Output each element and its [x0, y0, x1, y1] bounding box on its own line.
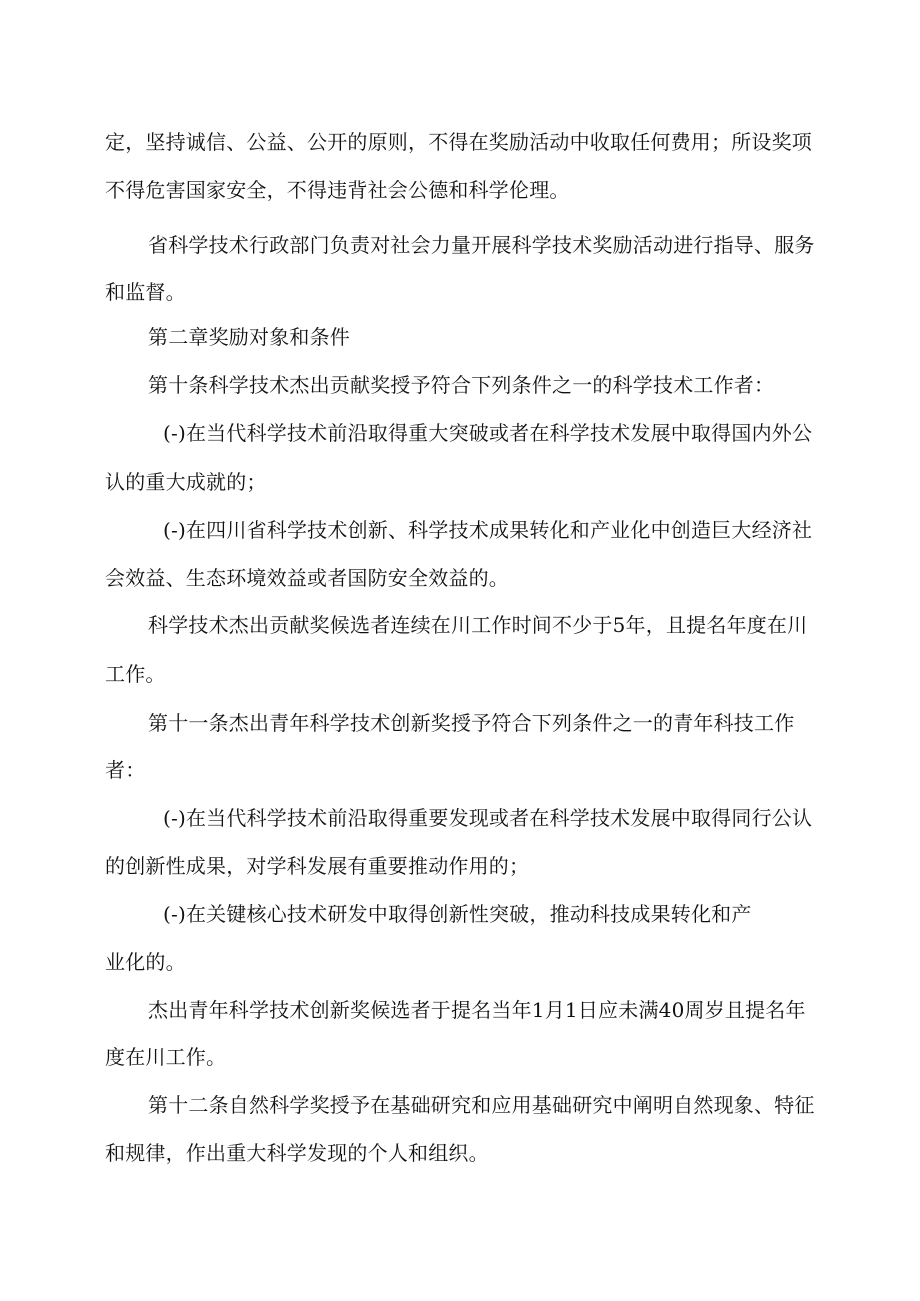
text-line: 第十条科学技术杰出贡献奖授予符合下列条件之一的科学技术工作者： [148, 373, 775, 397]
text-line: 科学技术杰出贡献奖候选者连续在川工作时间不少于5年，且提名年度在川 [148, 613, 808, 637]
text-line: 第十二条自然科学奖授予在基础研究和应用基础研究中阐明自然现象、特征 [148, 1093, 815, 1117]
text-line: 业化的。 [105, 950, 186, 974]
text-line: (-)在当代科学技术前沿取得重要发现或者在科学技术发展中取得同行公认 [163, 806, 813, 830]
text-line: 度在川工作。 [105, 1045, 227, 1069]
text-line: 工作。 [105, 662, 166, 686]
text-line: 会效益、生态环境效益或者国防安全效益的。 [105, 566, 509, 590]
text-line: (-)在四川省科学技术创新、科学技术成果转化和产业化中创造巨大经济社 [163, 518, 813, 542]
text-line: 的创新性成果，对学科发展有重要推动作用的； [105, 854, 530, 878]
text-line: 定，坚持诚信、公益、公开的原则，不得在奖励活动中收取任何费用；所设奖项 [105, 130, 812, 154]
text-line: (-)在关键核心技术研发中取得创新性突破，推动科技成果转化和产 [163, 902, 752, 926]
text-line: (-)在当代科学技术前沿取得重大突破或者在科学技术发展中取得国内外公 [163, 421, 813, 445]
text-line: 认的重大成就的； [105, 470, 267, 494]
text-line: 杰出青年科学技术创新奖候选者于提名当年1月1日应未满40周岁且提名年 [148, 998, 806, 1022]
section-heading: 第二章奖励对象和条件 [148, 325, 350, 349]
text-line: 和监督。 [105, 280, 186, 304]
text-line: 第十一条杰出青年科学技术创新奖授予符合下列条件之一的青年科技工作 [148, 711, 795, 735]
text-line: 不得危害国家安全，不得违背社会公德和科学伦理。 [105, 178, 570, 202]
text-line: 省科学技术行政部门负责对社会力量开展科学技术奖励活动进行指导、服务 [148, 233, 815, 257]
text-line: 者： [105, 758, 146, 782]
text-line: 和规律，作出重大科学发现的个人和组织。 [105, 1141, 489, 1165]
